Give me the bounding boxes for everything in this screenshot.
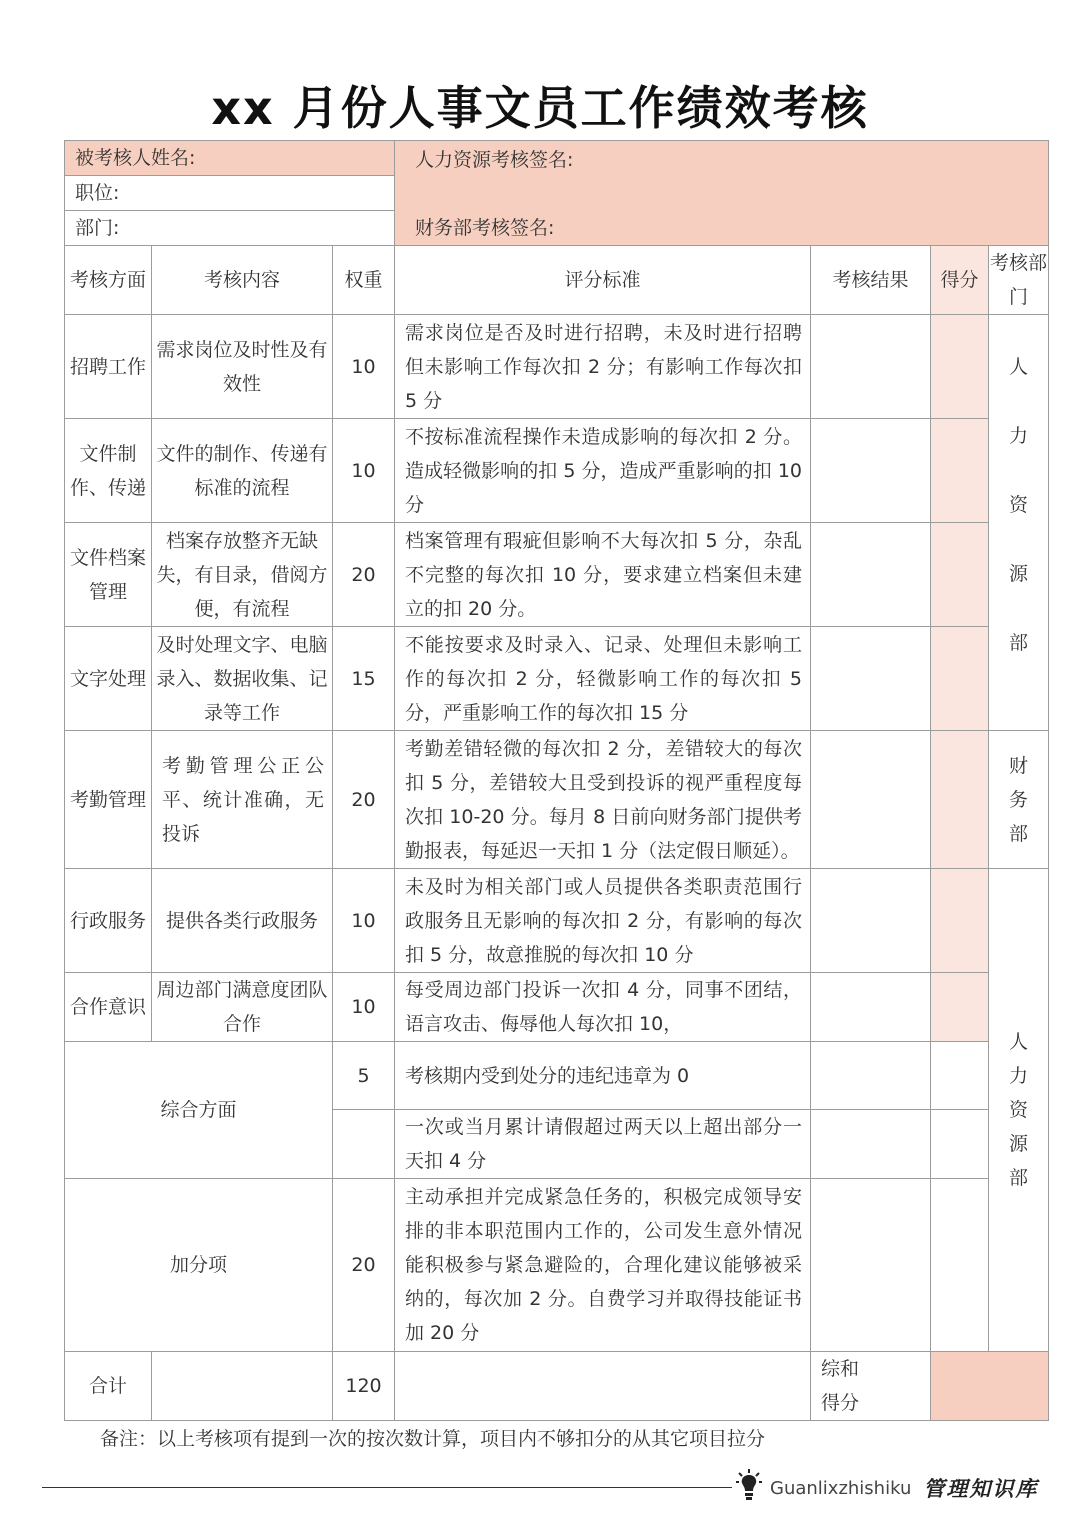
dept-char: 财 [1009,754,1029,777]
dept-char: 人 [1009,356,1029,378]
score-cell[interactable] [931,627,989,731]
final-score-label [811,1352,931,1421]
score-cell[interactable] [931,1110,989,1179]
table-row [65,869,1049,973]
name-field[interactable]: 被考核人姓名: [65,141,395,176]
dept-char: 力 [1009,425,1029,447]
bonus-weight: 20 [333,1179,395,1352]
general-criteria-2: 一次或当月累计请假超过两天以上超出部分一天扣 4 分 [395,1110,811,1179]
row-weight: 10 [333,419,395,523]
row-aspect: 文件档案管理 [65,523,152,627]
score-cell[interactable] [931,1042,989,1110]
total-weight: 120 [333,1352,395,1421]
row-content: 档案存放整齐无缺失，有目录，借阅方便，有流程 [152,523,333,627]
result-cell[interactable] [811,731,931,869]
row-content: 需求岗位及时性及有效性 [152,315,333,419]
score-cell[interactable] [931,869,989,973]
dept-finance [989,731,1049,869]
score-cell[interactable] [931,973,989,1042]
row-weight: 10 [333,315,395,419]
row-aspect: 合作意识 [65,973,152,1042]
row-weight: 20 [333,523,395,627]
table-row [65,973,1049,1042]
footnote: 备注：以上考核项有提到一次的按次数计算，项目内不够扣分的从其它项目拉分 [100,1428,766,1450]
dept-char: 部 [1009,632,1029,654]
dept-char: 源 [1009,1133,1029,1155]
header-score: 得分 [931,246,989,315]
score-cell[interactable] [931,523,989,627]
general-weight-empty [333,1110,395,1179]
table-row [65,1042,1049,1110]
table-row [65,627,1049,731]
row-content: 周边部门满意度团队合作 [152,973,333,1042]
sign-cell[interactable] [395,141,1049,246]
dept-hr-2 [989,869,1049,1352]
page-title: xx 月份人事文员工作绩效考核 [211,81,869,135]
dept-char: 部 [1009,822,1029,845]
row-aspect: 文字处理 [65,627,152,731]
table-row [65,419,1049,523]
table-row [65,523,1049,627]
dept-char: 资 [1009,1099,1029,1121]
header-dept: 考核部门 [989,246,1049,315]
header-content: 考核内容 [152,246,333,315]
table-row [65,315,1049,419]
row-aspect: 行政服务 [65,869,152,973]
lightbulb-icon [736,1469,762,1507]
header-weight: 权重 [333,246,395,315]
result-cell[interactable] [811,973,931,1042]
row-criteria: 不能按要求及时录入、记录、处理但未影响工作的每次扣 2 分，轻微影响工作的每次扣 5 分，严重影响工作的每次扣 15 分 [395,627,811,731]
finance-sign-label: 财务部考核签名: [415,217,555,239]
dept-char: 人 [1009,1031,1029,1053]
score-cell[interactable] [931,731,989,869]
dept-char: 务 [1009,788,1029,811]
general-label: 综合方面 [65,1042,333,1179]
score-cell[interactable] [931,1179,989,1352]
row-criteria: 不按标准流程操作未造成影响的每次扣 2 分。造成轻微影响的扣 5 分，造成严重影响的扣 10 分 [395,419,811,523]
footer-divider [42,1487,732,1488]
row-aspect: 考勤管理 [65,731,152,869]
total-content-empty [152,1352,333,1421]
total-row [65,1352,1049,1421]
header-result: 考核结果 [811,246,931,315]
score-cell[interactable] [931,419,989,523]
row-content: 文件的制作、传递有标准的流程 [152,419,333,523]
row-criteria: 需求岗位是否及时进行招聘，未及时进行招聘但未影响工作每次扣 2 分；有影响工作每次扣 5 分 [395,315,811,419]
dept-hr-1 [989,315,1049,731]
row-weight: 10 [333,973,395,1042]
general-weight: 5 [333,1042,395,1110]
result-cell[interactable] [811,1110,931,1179]
row-weight: 10 [333,869,395,973]
bonus-criteria: 主动承担并完成紧急任务的，积极完成领导安排的非本职范围内工作的，公司发生意外情况能积极参与紧急避险的，合理化建议能够被采纳的，每次加 2 分。自费学习并取得技能证书加 20 分 [395,1179,811,1352]
dept-field[interactable]: 部门: [65,211,395,246]
total-label: 合计 [65,1352,152,1421]
dept-char: 源 [1009,563,1029,585]
result-cell[interactable] [811,1179,931,1352]
row-criteria: 每受周边部门投诉一次扣 4 分，同事不团结，语言攻击、侮辱他人每次扣 10， [395,973,811,1042]
row-aspect: 文件制作、传递 [65,419,152,523]
footer-brand [736,1468,1038,1508]
total-criteria-empty [395,1352,811,1421]
dept-char: 力 [1009,1065,1029,1087]
evaluation-table [64,140,1049,1421]
table-row [65,1179,1049,1352]
header-criteria: 评分标准 [395,246,811,315]
header-aspect: 考核方面 [65,246,152,315]
hr-sign-label: 人力资源考核签名: [415,149,574,171]
dept-char: 资 [1009,494,1029,516]
final-score-text: 综和得分 [821,1358,860,1414]
final-score-cell[interactable] [931,1352,1049,1421]
row-content: 提供各类行政服务 [152,869,333,973]
row-criteria: 未及时为相关部门或人员提供各类职责范围行政服务且无影响的每次扣 2 分，有影响的每次扣 5 分，故意推脱的每次扣 10 分 [395,869,811,973]
score-cell[interactable] [931,315,989,419]
position-field[interactable]: 职位: [65,176,395,211]
row-weight: 20 [333,731,395,869]
result-cell[interactable] [811,315,931,419]
row-content: 及时处理文字、电脑录入、数据收集、记录等工作 [152,627,333,731]
result-cell[interactable] [811,869,931,973]
bonus-label: 加分项 [65,1179,333,1352]
general-criteria-1: 考核期内受到处分的违纪违章为 0 [395,1042,811,1110]
dept-char: 部 [1009,1167,1029,1189]
row-aspect: 招聘工作 [65,315,152,419]
result-cell[interactable] [811,1042,931,1110]
row-criteria: 档案管理有瑕疵但影响不大每次扣 5 分，杂乱不完整的每次扣 10 分，要求建立档案但未建立的扣 20 分。 [395,523,811,627]
result-cell[interactable] [811,419,931,523]
row-content: 考勤管理公正公平、统计准确，无投诉 [152,731,333,869]
brand-english: Guanlixzhishiku [770,1477,912,1499]
result-cell[interactable] [811,523,931,627]
brand-chinese: 管理知识库 [923,1476,1039,1501]
row-criteria: 考勤差错轻微的每次扣 2 分，差错较大的每次扣 5 分，差错较大且受到投诉的视严重程度每次扣 10-20 分。每月 8 日前向财务部门提供考勤报表，每延迟一天扣 1 分（法定假日顺延）。 [395,731,811,869]
table-row [65,731,1049,869]
row-weight: 15 [333,627,395,731]
result-cell[interactable] [811,627,931,731]
